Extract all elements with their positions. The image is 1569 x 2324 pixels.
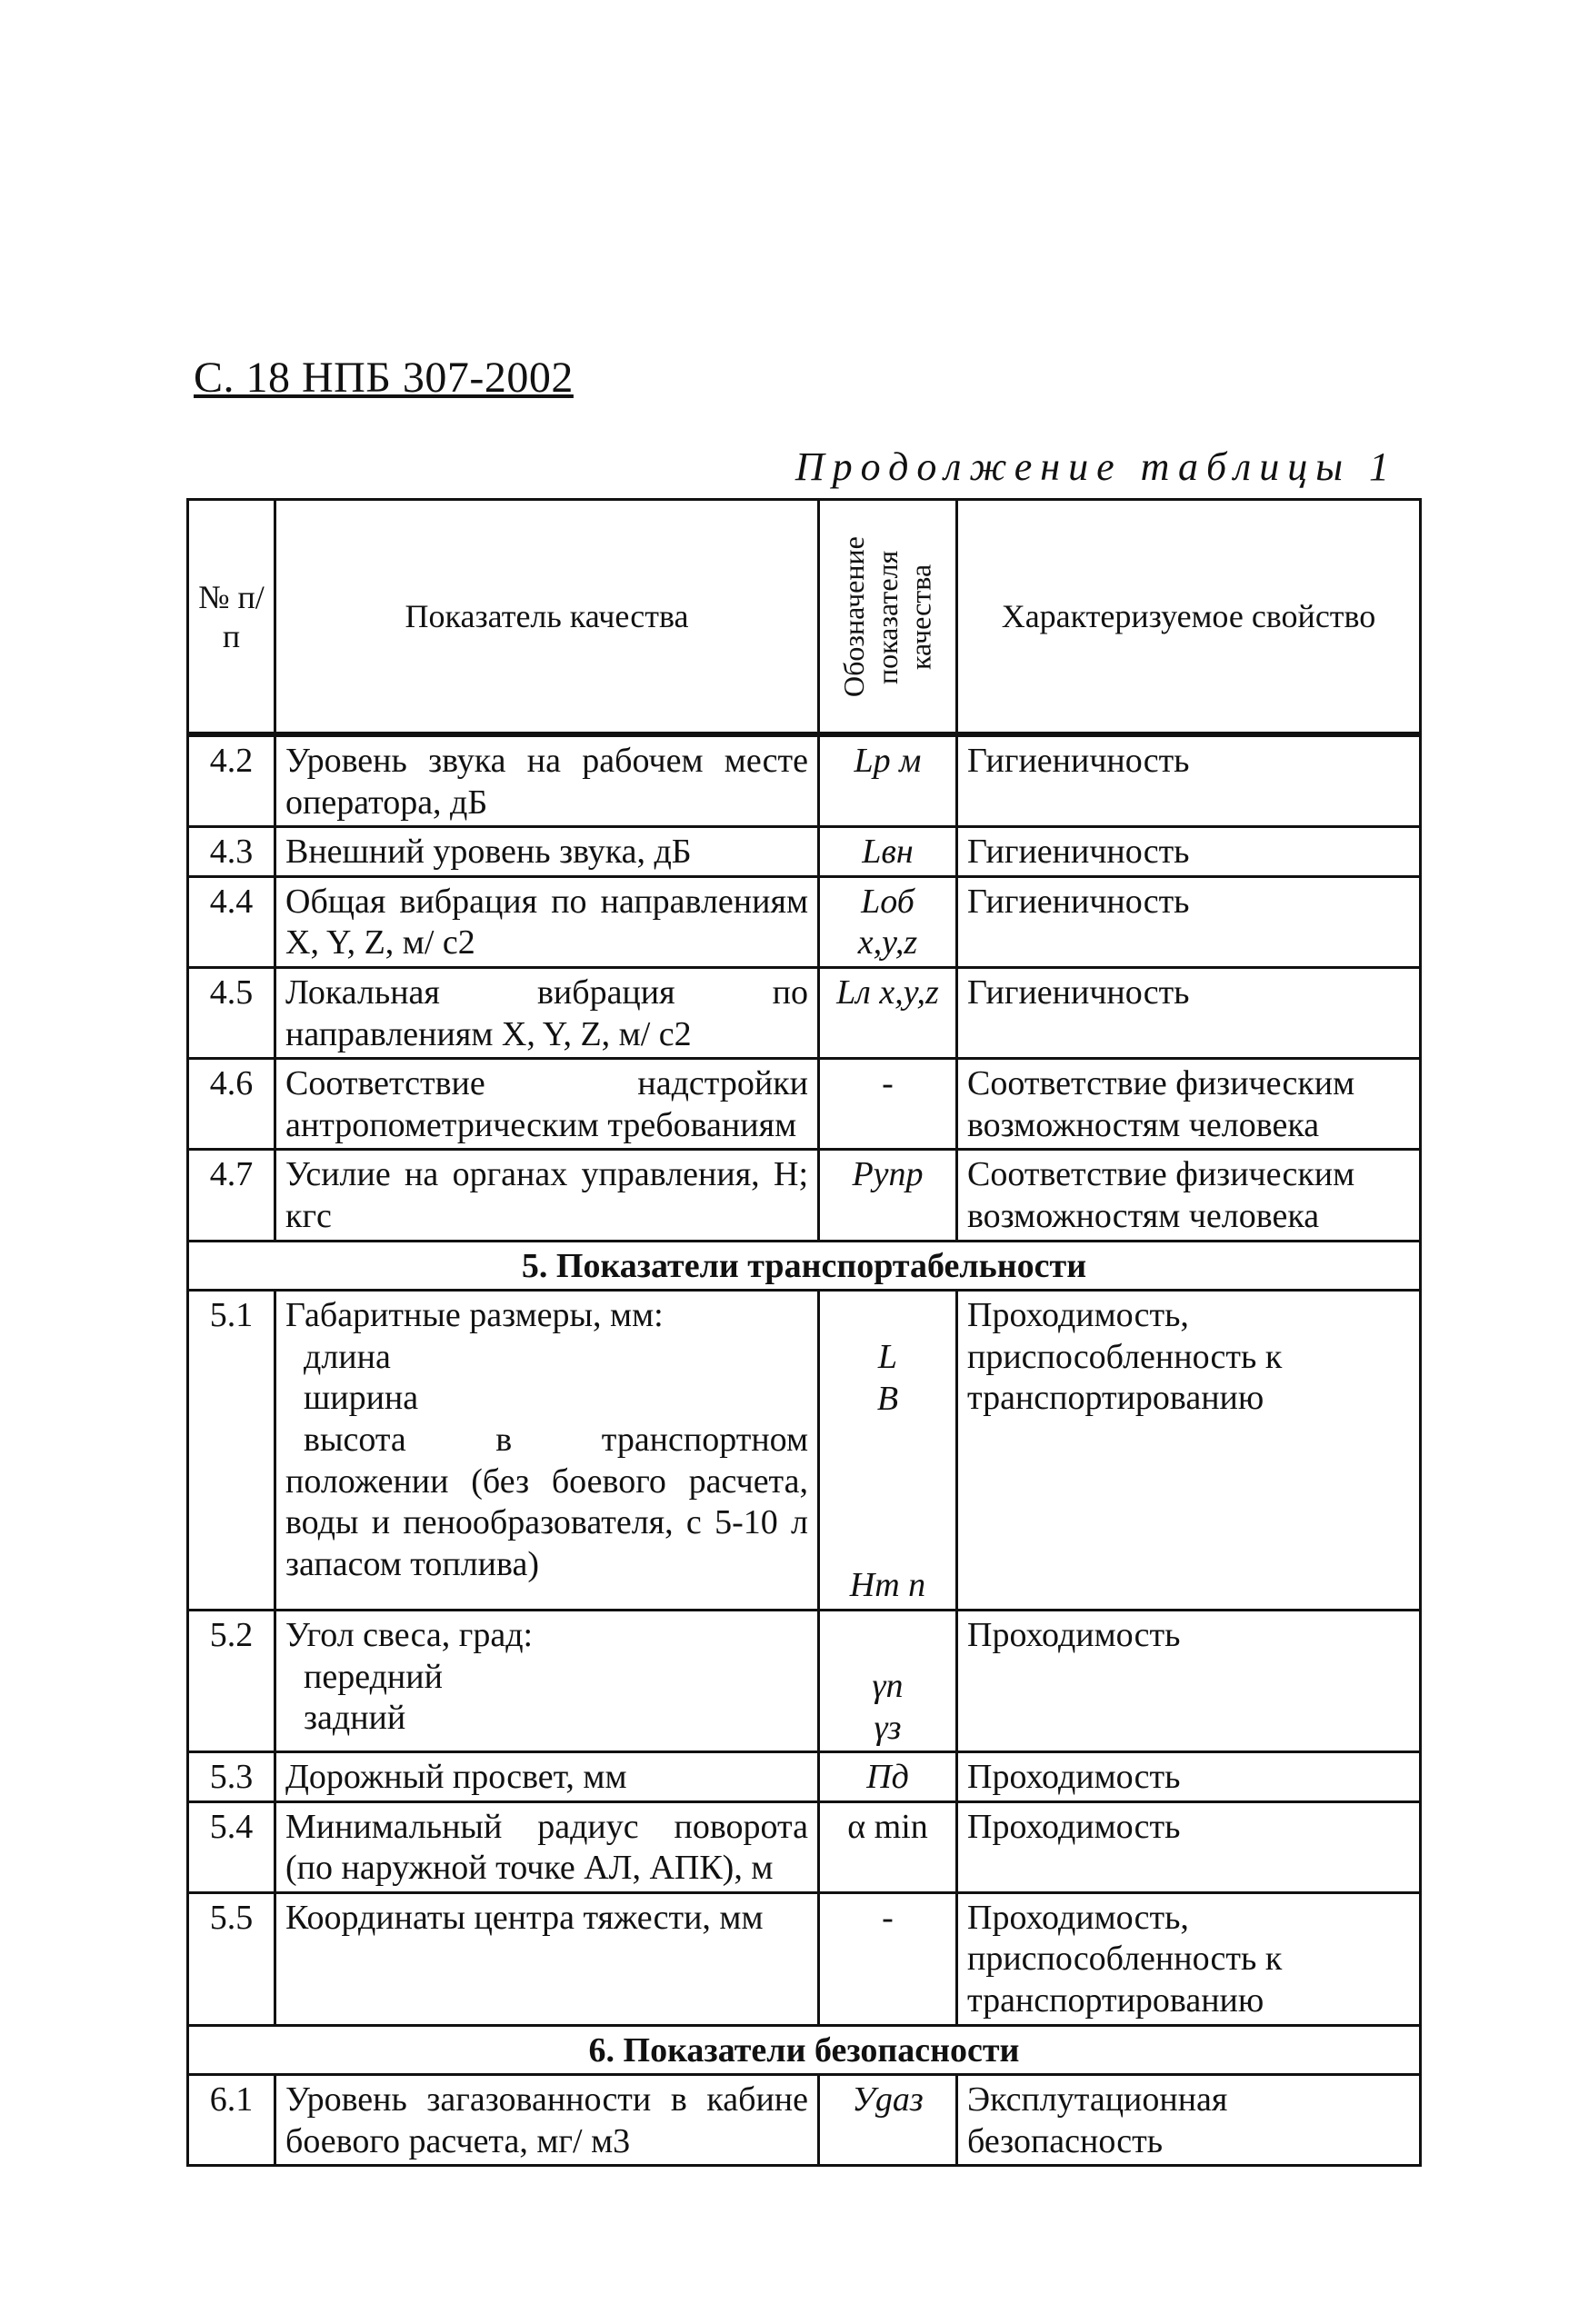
section-row (188, 2025, 1421, 2075)
row-indicator (275, 1291, 819, 1611)
indicator-line: высота в транспортном положении (без боевого расчета, воды и пенообразователя, с 5-10 л запасом топлива) (285, 1420, 808, 1583)
row-indicator: Дорожный просвет, мм (275, 1752, 819, 1802)
row-designation (819, 1291, 957, 1611)
row-designation: Lр м (819, 734, 957, 827)
row-property: Проходимость, приспособленность к транспортированию (957, 1892, 1421, 2025)
row-indicator: Общая вибрация по направлениям X, Y, Z, м/ с2 (275, 876, 819, 967)
row-indicator: Уровень звука на рабочем месте оператора, дБ (275, 734, 819, 827)
row-designation: α min (819, 1801, 957, 1892)
row-property: Гигиеничность (957, 876, 1421, 967)
table-row (188, 1059, 1421, 1150)
row-indicator: Локальная вибрация по направлениям X, Y, Z, м/ с2 (275, 967, 819, 1058)
row-num: 5.2 (188, 1610, 275, 1751)
row-indicator: Минимальный радиус поворота (по наружной точке АЛ, АПК), м (275, 1801, 819, 1892)
designation-line: Hт п (849, 1566, 926, 1605)
row-indicator: Уровень загазованности в кабине боевого расчета, мг/ м3 (275, 2075, 819, 2166)
designation-line: L (877, 1338, 898, 1377)
row-num: 4.3 (188, 827, 275, 877)
section-row (188, 1241, 1421, 1291)
row-property: Гигиеничность (957, 827, 1421, 877)
designation-line: γп (872, 1666, 904, 1705)
table-continuation-label: Продолжение таблицы 1 (794, 444, 1397, 489)
row-indicator: Соответствие надстройки антропометрическим требованиям (275, 1059, 819, 1150)
header-indicator: Показатель качества (275, 500, 819, 735)
table-row (188, 1892, 1421, 2025)
quality-indicators-table (186, 498, 1422, 2167)
header-num: № п/п (188, 500, 275, 735)
row-num: 4.7 (188, 1150, 275, 1241)
table-row (188, 1150, 1421, 1241)
row-designation: Pупр (819, 1150, 957, 1241)
row-num: 5.5 (188, 1892, 275, 2025)
table-row (188, 1291, 1421, 1611)
row-property: Гигиеничность (957, 734, 1421, 827)
row-property: Проходимость (957, 1610, 1421, 1751)
page-header: С. 18 НПБ 307-2002 (194, 354, 574, 402)
indicator-line: Габаритные размеры, мм: (285, 1296, 664, 1335)
row-property: Соответствие физическим возможностям человека (957, 1150, 1421, 1241)
row-num: 4.4 (188, 876, 275, 967)
row-num: 4.6 (188, 1059, 275, 1150)
header-designation-text: Обозначение показателя качества (837, 536, 937, 698)
designation-line: B (876, 1379, 899, 1418)
row-property: Соответствие физическим возможностям человека (957, 1059, 1421, 1150)
indicator-line: передний (304, 1657, 443, 1696)
row-property: Проходимость (957, 1801, 1421, 1892)
row-designation (819, 1610, 957, 1751)
table-row (188, 967, 1421, 1058)
row-designation: Lоб x,y,z (819, 876, 957, 967)
row-num: 5.3 (188, 1752, 275, 1802)
row-property: Проходимость (957, 1752, 1421, 1802)
row-designation: Пд (819, 1752, 957, 1802)
table-row (188, 1610, 1421, 1751)
table-row (188, 1752, 1421, 1802)
table-row (188, 2075, 1421, 2166)
indicator-line: Угол свеса, град: (285, 1615, 534, 1654)
table-row (188, 827, 1421, 877)
indicator-line: длина (304, 1337, 391, 1376)
section-5-title: 5. Показатели транспортабельности (188, 1241, 1421, 1291)
row-property: Гигиеничность (957, 967, 1421, 1058)
row-property: Проходимость, приспособленность к транспортированию (957, 1291, 1421, 1611)
designation-line: γз (874, 1708, 902, 1747)
row-num: 5.4 (188, 1801, 275, 1892)
row-num: 5.1 (188, 1291, 275, 1611)
header-designation (819, 500, 957, 735)
indicator-line: ширина (304, 1379, 419, 1418)
row-num: 4.5 (188, 967, 275, 1058)
section-6-title: 6. Показатели безопасности (188, 2025, 1421, 2075)
row-num: 4.2 (188, 734, 275, 827)
row-designation: Lвн (819, 827, 957, 877)
row-indicator: Усилие на органах управления, Н; кгс (275, 1150, 819, 1241)
row-designation: Уgаз (819, 2075, 957, 2166)
table-row (188, 734, 1421, 827)
header-property: Характеризуемое свойство (957, 500, 1421, 735)
row-num: 6.1 (188, 2075, 275, 2166)
row-designation: Lл x,y,z (819, 967, 957, 1058)
row-property: Эксплутационная безопасность (957, 2075, 1421, 2166)
row-designation: - (819, 1059, 957, 1150)
row-designation: - (819, 1892, 957, 2025)
row-indicator: Внешний уровень звука, дБ (275, 827, 819, 877)
row-indicator (275, 1610, 819, 1751)
table-row (188, 1801, 1421, 1892)
table-header-row (188, 500, 1421, 735)
row-indicator: Координаты центра тяжести, мм (275, 1892, 819, 2025)
table-row (188, 876, 1421, 967)
indicator-line: задний (304, 1699, 406, 1738)
